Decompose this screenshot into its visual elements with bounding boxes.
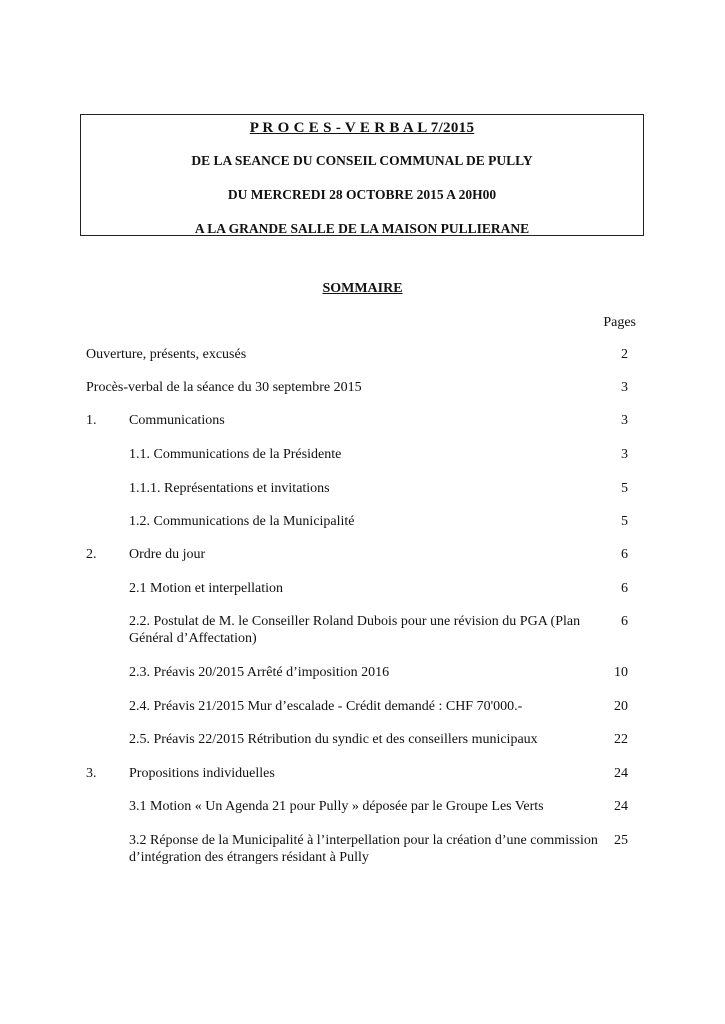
toc-entry-text: Propositions individuelles bbox=[129, 766, 275, 781]
toc-entry-number: 3. bbox=[86, 766, 97, 781]
toc-entry-text: 1.1.1. Représentations et invitations bbox=[129, 481, 330, 496]
toc-entry-text: 3.1 Motion « Un Agenda 21 pour Pully » déposée par le Groupe Les Verts bbox=[129, 799, 544, 814]
header-box bbox=[80, 114, 644, 236]
toc-entry-page: 24 bbox=[614, 766, 628, 781]
toc-entry-page: 5 bbox=[621, 481, 628, 496]
toc-entry-text: 1.2. Communications de la Municipalité bbox=[129, 514, 355, 529]
toc-entry-page: 3 bbox=[621, 380, 628, 395]
location-line: A LA GRANDE SALLE DE LA MAISON PULLIERANE bbox=[194, 221, 530, 236]
document-title: P R O C E S - V E R B A L 7/2015 bbox=[249, 120, 475, 136]
pages-column-header: Pages bbox=[603, 315, 636, 330]
toc-entry-text: 2.3. Préavis 20/2015 Arrêté d’imposition 2016 bbox=[129, 665, 390, 680]
toc-entry-text: Ouverture, présents, excusés bbox=[86, 347, 247, 362]
session-line: DE LA SEANCE DU CONSEIL COMMUNAL DE PULLY bbox=[191, 153, 533, 168]
toc-entry-page: 10 bbox=[614, 665, 628, 680]
toc-entry-text: Procès-verbal de la séance du 30 septembre 2015 bbox=[86, 380, 362, 395]
toc-entry-page: 3 bbox=[621, 447, 628, 462]
toc-entry-page: 20 bbox=[614, 699, 628, 714]
toc-entry-page: 2 bbox=[621, 347, 628, 362]
toc-entry-page: 24 bbox=[614, 799, 628, 814]
toc-entry-page: 3 bbox=[621, 413, 628, 428]
toc-entry-page: 22 bbox=[614, 732, 628, 747]
toc-entry-text: 2.4. Préavis 21/2015 Mur d’escalade - Crédit demandé : CHF 70'000.- bbox=[129, 699, 523, 714]
toc-entry-page: 25 bbox=[614, 833, 628, 848]
toc-entry-text: Communications bbox=[129, 413, 225, 428]
toc-entry-text: 1.1. Communications de la Présidente bbox=[129, 447, 342, 462]
toc-entry-page: 6 bbox=[621, 614, 628, 629]
toc-entry-number: 1. bbox=[86, 413, 97, 428]
toc-entry-page: 6 bbox=[621, 581, 628, 596]
toc-entry-page: 6 bbox=[621, 547, 628, 562]
date-line: DU MERCREDI 28 OCTOBRE 2015 A 20H00 bbox=[227, 187, 497, 202]
toc-entry-text: 2.2. Postulat de M. le Conseiller Roland Dubois pour une révision du PGA (Plan Général d’Affectation) bbox=[129, 614, 581, 646]
toc-entry-page: 5 bbox=[621, 514, 628, 529]
toc-entry-text: Ordre du jour bbox=[129, 547, 206, 562]
toc-entry-text: 2.5. Préavis 22/2015 Rétribution du syndic et des conseillers municipaux bbox=[129, 732, 538, 747]
toc-entry-text: 2.1 Motion et interpellation bbox=[129, 581, 283, 596]
sommaire-heading: SOMMAIRE bbox=[322, 281, 403, 296]
toc-entry-text: 3.2 Réponse de la Municipalité à l’interpellation pour la création d’une commission d’intégration des étrangers résidant à Pully bbox=[129, 833, 598, 865]
toc-entry-number: 2. bbox=[86, 547, 97, 562]
